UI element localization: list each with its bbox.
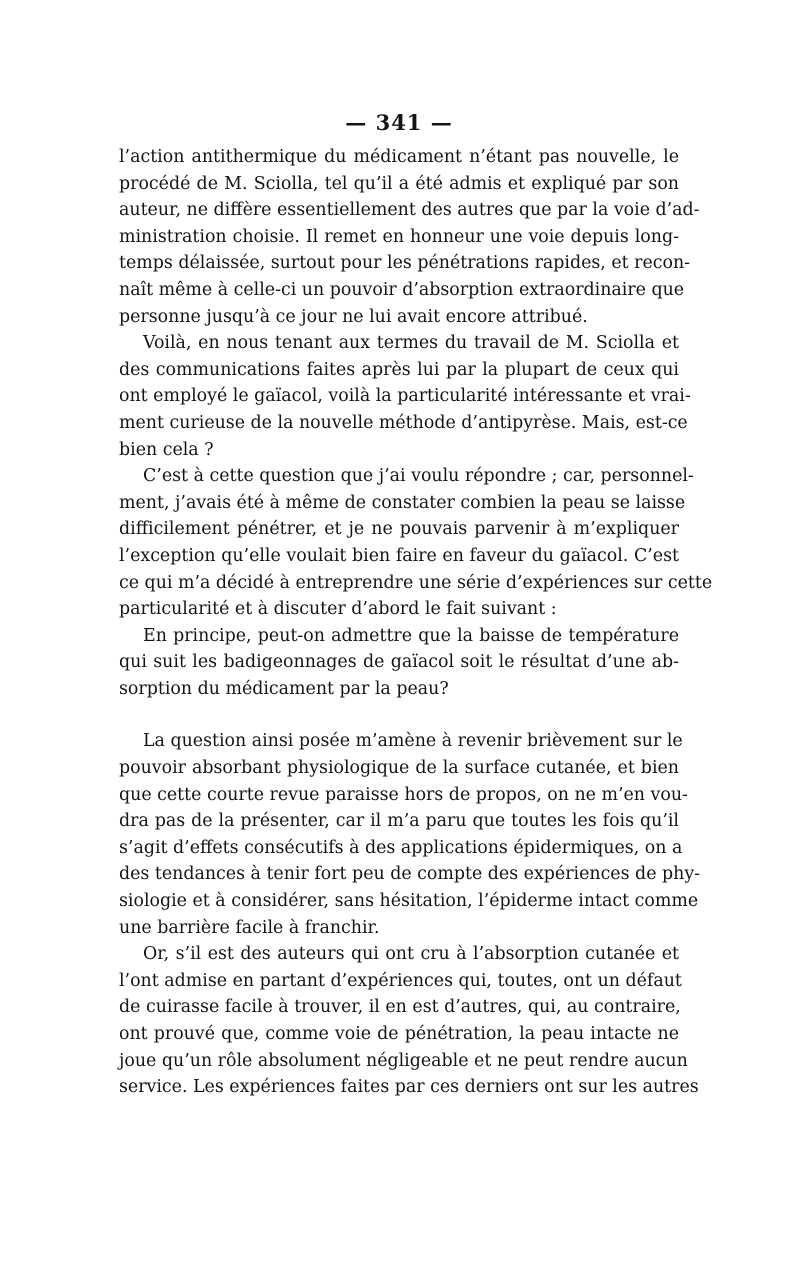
text-line: naît même à celle-ci un pouvoir d’absorption extraordinaire que [119, 279, 685, 300]
text-line: ministration choisie. Il remet en honneur une voie depuis long- [119, 226, 679, 247]
text-line: l’ont admise en partant d’expériences qui, toutes, ont un défaut [119, 970, 682, 991]
paragraph-gap [119, 702, 679, 728]
text-line: l’exception qu’elle voulait bien faire en faveur du gaïacol. C’est [119, 545, 679, 566]
paragraph [119, 623, 679, 703]
paragraph [119, 941, 699, 1101]
paragraph [119, 463, 713, 623]
text-line: sorption du médicament par la peau? [119, 678, 449, 699]
body-text [119, 144, 713, 1101]
text-line: joue qu’un rôle absolument négligeable et ne peut rendre aucun [119, 1050, 688, 1071]
text-line: des tendances à tenir fort peu de compte des expériences de phy- [119, 864, 701, 885]
text-line: que cette courte revue paraisse hors de propos, on ne m’en vou- [119, 784, 688, 805]
paragraph [119, 144, 700, 330]
text-line: l’action antithermique du médicament n’étant pas nouvelle, le [119, 147, 679, 167]
text-line: difficilement pénétrer, et je ne pouvais parvenir à m’expliquer [119, 519, 679, 540]
text-line: qui suit les badigeonnages de gaïacol soit le résultat d’une ab- [119, 652, 679, 673]
text-line: Voilà, en nous tenant aux termes du travail de M. Sciolla et [143, 333, 679, 354]
text-line: auteur, ne diffère essentiellement des autres que par la voie d’ad- [119, 200, 700, 221]
text-line: ment curieuse de la nouvelle méthode d’antipyrèse. Mais, est-ce [119, 412, 688, 433]
text-line: Or, s’il est des auteurs qui ont cru à l’absorption cutanée et [143, 944, 679, 965]
text-line: dra pas de la présenter, car il m’a paru que toutes les fois qu’il [119, 811, 679, 832]
text-line: pouvoir absorbant physiologique de la surface cutanée, et bien [119, 758, 679, 779]
text-line: particularité et à discuter d’abord le fait suivant : [119, 599, 557, 620]
paragraph [119, 330, 691, 463]
text-line: temps délaissée, surtout pour les pénétrations rapides, et recon- [119, 253, 691, 274]
text-line: C’est à cette question que j’ai voulu répondre ; car, personnel- [143, 466, 694, 487]
text-line: ment, j’avais été à même de constater combien la peau se laisse [119, 492, 686, 513]
text-line: de cuirasse facile à trouver, il en est d’autres, qui, au contraire, [119, 997, 681, 1018]
text-line: ce qui m’a décidé à entreprendre une série d’expériences sur cette [119, 572, 713, 593]
paragraph [119, 728, 701, 941]
text-line: ont employé le gaïacol, voilà la particularité intéressante et vrai- [119, 386, 691, 407]
text-line: s’agit d’effets consécutifs à des applications épidermiques, on a [119, 837, 683, 858]
text-line: ont prouvé que, comme voie de pénétration, la peau intacte ne [119, 1024, 679, 1044]
text-line: des communications faites après lui par la plupart de ceux qui [119, 359, 679, 380]
text-line: procédé de M. Sciolla, tel qu’il a été admis et expliqué par son [119, 173, 679, 194]
text-line: personne jusqu’à ce jour ne lui avait encore attribué. [119, 306, 588, 327]
text-line: bien cela ? [119, 439, 214, 460]
book-page [119, 108, 713, 1101]
page-number: — 341 — [345, 110, 453, 135]
text-line: En principe, peut-on admettre que la baisse de température [143, 625, 679, 646]
text-line: siologie et à considérer, sans hésitation, l’épiderme intact comme [119, 891, 699, 912]
text-line: une barrière facile à franchir. [119, 917, 380, 938]
text-line: La question ainsi posée m’amène à revenir brièvement sur le [143, 731, 683, 752]
text-line: service. Les expériences faites par ces derniers ont sur les autres [119, 1077, 699, 1098]
